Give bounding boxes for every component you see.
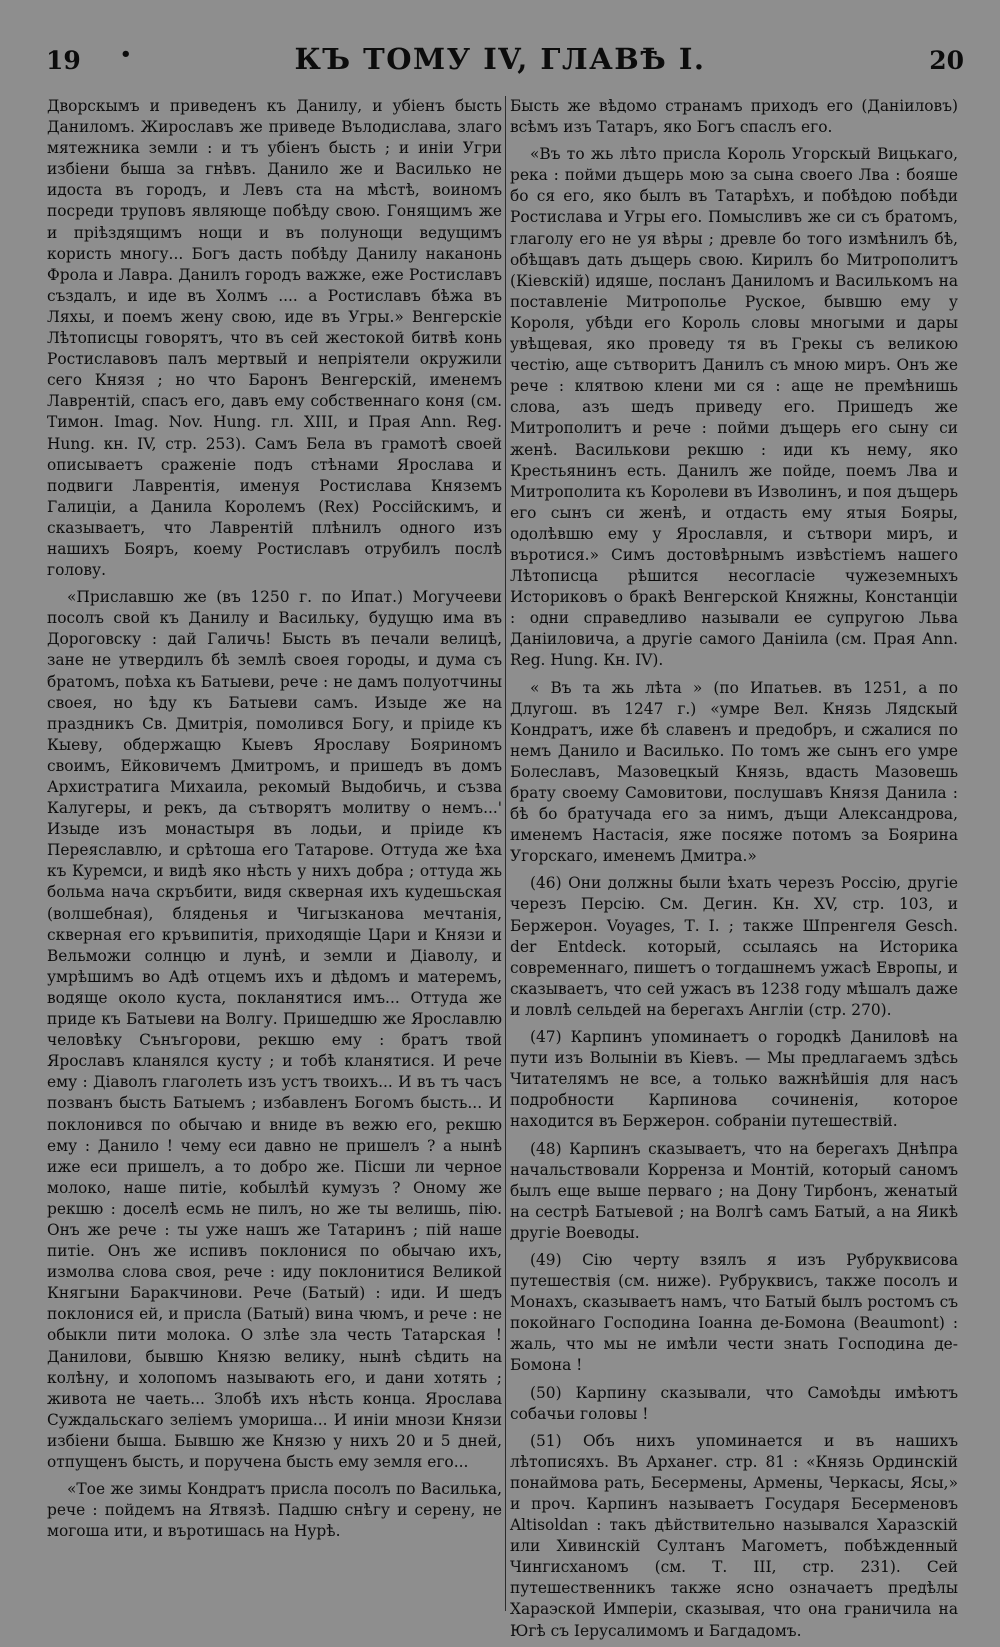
footnote: (48) Карпинъ сказываетъ, что на берегахъ Днѣпра начальствовали Корренза и Монтій, который саномъ былъ еще выше перваго ; на Дону Тирбонъ, женатый на сестрѣ Батыевой ; на Волгѣ самъ Батый, а на Яикѣ другіе Воеводы.: [510, 1139, 958, 1242]
page-number-right: 20: [929, 46, 964, 75]
paragraph: Бысть же вѣдомо странамъ приходъ его (Даніиловъ) всѣмъ изъ Татаръ, яко Богъ спаслъ его.: [510, 97, 958, 137]
paragraph: «Приславшю же (въ 1250 г. по Ипат.) Могучееви посолъ свой къ Данилу и Васильку, будущю има въ Дороговску : дай Галичь! Бысть въ печали велицѣ, зане не утвердилъ бѣ землѣ своея городы, и дума съ братомъ, поѣха къ Батыеви, рече : не дамъ полуотчины своея, но ѣду къ Батыеви самъ. Изыде же на праздникъ Св. Дмитрія, помолився Богу, и пріиде къ Кыеву, обдержащю Кыевъ Ярославу Бояриномъ своимъ, Ейковичемъ Дмитромъ, и пришедъ въ домъ Архистратига Михаила, рекомый Выдобичь, и съзва Калугеры, и рекъ, да сътворятъ молитву о немъ...' Изыде изъ монастыря въ лодьи, и пріиде къ Переяславлю, и срѣтоша его Татарове. Оттуда же ѣха къ Куремси, и видѣ яко нѣсть у нихъ добра ; оттуда жь больма нача скръбити, видя скверная ихъ кудешьская (волшебная), бляденья и Чигызканова мечтанія, скверная его кръвипитія, приходящіе Цари и Князи и Вельможи солнцю и лунѣ, и земли и Діаволу, и умрѣшимъ во Адѣ отцемъ ихъ и дѣдомъ и матеремъ, водяще около куста, покланятися имъ... Оттуда же приде къ Батыеви на Волгу. Пришедшю же Ярославлю человѣку Сънъгорови, рекшю ему : братъ твой Ярославъ кланялся кусту ; и тобѣ кланятися. И рече ему : Діаволъ глаголеть изъ устъ твоихъ... И въ тъ часъ позванъ бысть Батыемъ ; избавленъ Богомъ бысть... И поклонився по обычаю и вниде въ вежю его, рекшю ему : Данило ! чему еси давно не пришелъ ? а нынѣ иже еси пришелъ, а то добро же. Пісши ли черное молоко, наше питіе, кобылѣй кумузъ ? Оному же рекшю : доселѣ есмь не пилъ, но же ты велишь, пію. Онъ же рече : ты уже нашъ же Татаринъ ; пій наше питіе. Онъ же испивъ поклонися по обычаю ихъ, измолва слова своя, рече : иду поклонитися Великой Княгыни Баракчинови. Рече (Батый) : иди. И шедъ поклонися ей, и присла (Батый) вина чюмъ, и рече : не обыкли пити молока. О злѣе зла честь Татарская ! Данилови, бывшю Князю велику, нынѣ сѣдить на колѣну, и холопомъ называють его, и дани хотять ; живота не чаеть... Злобѣ ихъ нѣсть конца. Ярослава Суждальскаго зеліемъ умориша... И иніи мнози Князи избіени быша. Бывшю же Князю у нихъ 20 и 5 дней, отпущенъ бысть, и поручена бысть ему земля его...: [47, 588, 502, 1471]
paragraph: «Тое же зимы Кондратъ присла посолъ по Василька, рече : пойдемъ на Ятвязѣ. Падшю снѣгу и серену, не могоша ити, и въротишась на Нурѣ.: [47, 1480, 502, 1541]
running-header: [0, 40, 1000, 84]
column-divider: [505, 96, 506, 1611]
printer-mark: •: [120, 44, 132, 65]
paragraph: «Въ то жь лѣто присла Король Угорскый Вицькаго, река : пойми дъщерь мою за сына своего Лва : бояше бо ся его, яко былъ въ Татарѣхъ, и побѣдою побѣди Ростислава и Угры его. Помысливъ же си съ братомъ, глаголу его не уя вѣры ; древле бо того измѣнилъ бѣ, обѣщавъ дать дъщерь свою. Кирилъ бо Митрополитъ (Кіевскій) идяше, посланъ Даниломъ и Василькомъ на поставленіе Митрополье Руское, бывшю ему у Короля, убѣди его Король словы многыми и дары увѣщевая, яко проведу тя въ Грекы съ великою честію, аще сътворитъ Данилъ съ мною миръ. Онъ же рече : клятвою клени ми ся : аще не премѣнишь слова, азъ шедъ приведу его. Пришедъ же Митрополитъ и рече : пойми дъщерь его сыну си женѣ. Василькови рекшю : иди къ нему, яко Крестьянинъ есть. Данилъ же пойде, поемъ Лва и Митрополита къ Королеви въ Изволинъ, и поя дъщерь его сынъ си женѣ, и отдасть ему ятыя Бояры, одолѣвшю ему у Ярославля, и сътвори миръ, и въротися.» Симъ достовѣрнымъ извѣстіемъ нашего Лѣтописца рѣшится несогласіе чужеземныхъ Историковъ о бракѣ Венгерской Княжны, Констанціи : одни справедливо называли ее супругою Льва Даніиловича, а другіе самого Даніила (см. Прая Ann. Reg. Hung. Кн. IV).: [510, 145, 958, 670]
footnote: (50) Карпину сказывали, что Самоѣды имѣютъ собачьи головы !: [510, 1383, 958, 1423]
running-title: КЪ ТОМУ IV, ГЛАВѢ I.: [294, 42, 706, 76]
paragraph: Дворскымъ и приведенъ къ Данилу, и убіенъ бысть Даниломъ. Жирославъ же приведе Вълодислава, злаго мятежника земли : и тъ убіенъ бысть ; и иніи Угри избіени быша за гнѣвъ. Данило же и Василько не идоста въ городъ, и Левъ ста на мѣстѣ, воиномъ посреди труповъ являюще побѣду свою. Гонящимъ же и пріѣздящимъ нощи и въ полунощи ведущимъ користь многу... Богъ дасть побѣду Данилу наканонь Фрола и Лавра. Данилъ городъ важже, еже Ростиславъ създалъ, и иде въ Холмъ .... а Ростиславъ бѣжа въ Ляхы, и поемъ жену свою, иде въ Угры.» Венгерскіе Лѣтописцы говорятъ, что въ сей жестокой битвѣ конь Ростиславовъ палъ мертвый и непріятели окружили сего Князя ; но что Баронъ Венгерскій, именемъ Лаврентій, спасъ его, давъ ему собственнаго коня (см. Тимон. Imag. Nov. Hung. гл. XIII, и Прая Ann. Reg. Hung. кн. IV, стр. 253). Самъ Бела въ грамотѣ своей описываетъ сраженіе подъ стѣнами Ярослава и подвиги Лаврентія, именуя Ростислава Княземъ Галиціи, а Данила Королемъ (Rex) Россійскимъ, и сказываетъ, что Лаврентій плѣнилъ одного изъ нашихъ Бояръ, коему Ростиславъ отрубилъ послѣ голову.: [47, 97, 502, 580]
right-column: [510, 96, 958, 1640]
footnote: (46) Они должны были ѣхать черезъ Россію, другіе черезъ Персію. См. Дегин. Кн. XV, стр. 103, и Бержерон. Voyages, Т. I. ; также Шпренгеля Gesch. der Entdeck. который, ссылаясь на Историка современнаго, пишетъ о тогдашнемъ ужасѣ Европы, и сказываетъ, что сей ужасъ въ 1238 году мѣшалъ даже и ловлѣ сельдей на берегахъ Англіи (стр. 270).: [510, 874, 958, 1019]
footnote: (47) Карпинъ упоминаетъ о городкѣ Даниловѣ на пути изъ Волыніи въ Кіевъ. — Мы предлагаемъ здѣсь Читателямъ не все, а только важнѣйшія для насъ подробности Карпинова сочиненія, которое находится въ Бержерон. собраніи путешествій.: [510, 1028, 958, 1131]
footnote: (51) Объ нихъ упоминается и въ нашихъ лѣтописяхъ. Въ Арханег. стр. 81 : «Князь Ординскій понаймова рать, Бесермены, Армены, Черкасы, Ясы,» и проч. Карпинъ называетъ Государя Бесерменовъ Altisoldan : такъ дѣйствительно назывался Харазскій или Хивинскій Султанъ Магометъ, побѣжденный Чингисханомъ (см. Т. III, стр. 231). Сей путешественникъ также ясно означаетъ предѣлы Хараэской Имперіи, сказывая, что она граничила на Югѣ съ Іерусалимомъ и Багдадомъ.: [510, 1431, 958, 1640]
footnote: (49) Сію черту взялъ я изъ Рубруквисова путешествія (см. ниже). Рубруквисъ, также посолъ и Монахъ, сказываетъ намъ, что Батый былъ ростомъ съ покойнаго Господина Іоанна де-Бомона (Beaumont) : жаль, что мы не имѣли чести знать Господина де-Бомона !: [510, 1250, 958, 1375]
page-number-left: 19: [46, 46, 81, 75]
paragraph: « Въ та жь лѣта » (по Ипатьев. въ 1251, а по Длугош. въ 1247 г.) «умре Вел. Князь Лядскый Кондратъ, иже бѣ славенъ и предобръ, и сжалися по немъ Данило и Василько. По томъ же сынъ его умре Болеславъ, Мазовецкый Князь, вдасть Мазовешь брату своему Самовитови, послушавъ Князя Данила : бѣ бо братучада его за нимъ, дъщи Александрова, именемъ Настасія, яже посяже потомъ за Боярина Угорскагo, именемъ Дмитра.»: [510, 678, 958, 866]
left-column: [47, 96, 502, 1616]
